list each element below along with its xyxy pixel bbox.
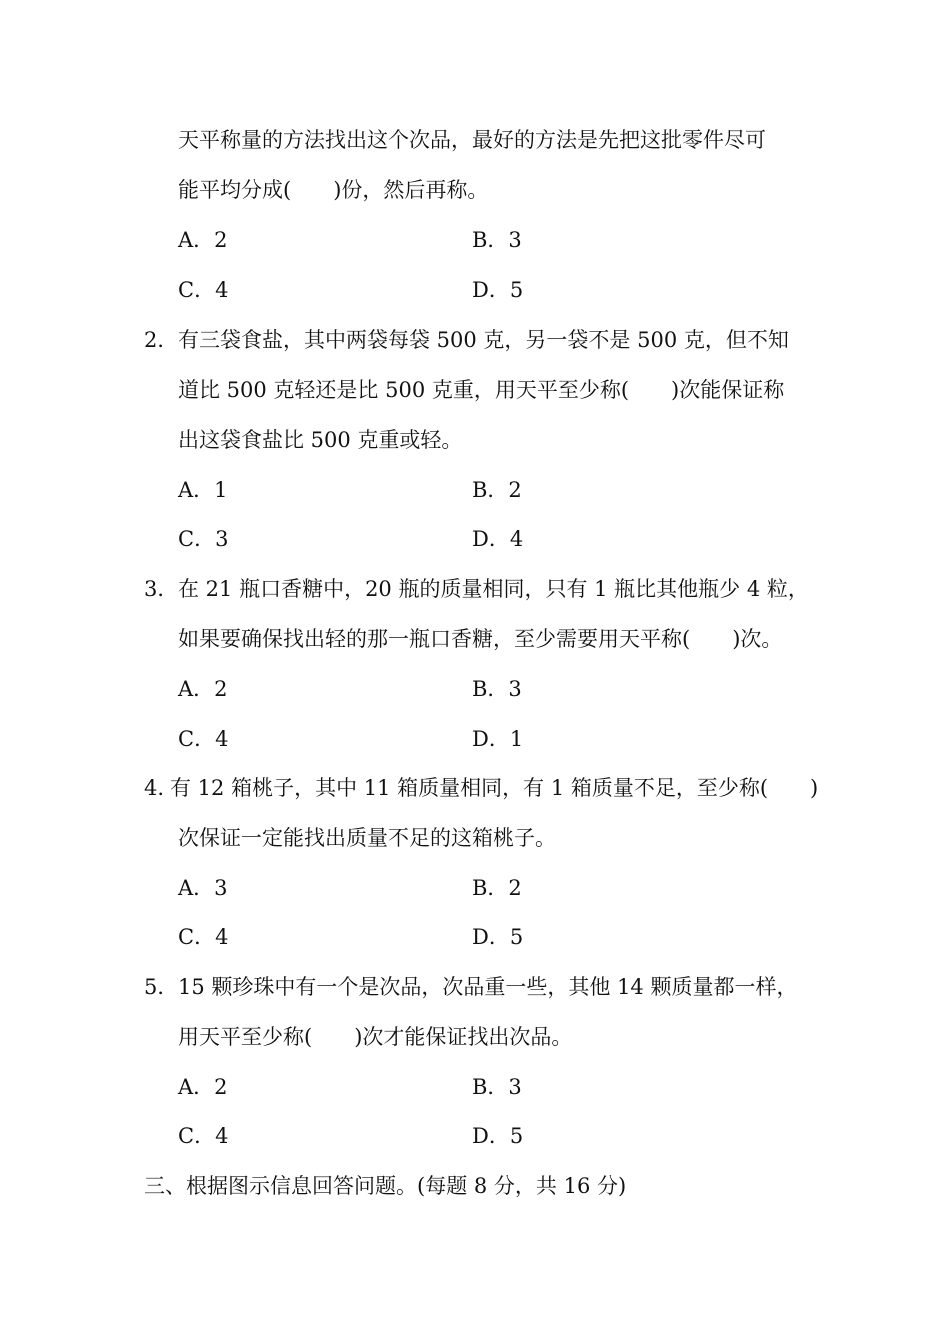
q2-option-b[interactable]: B．2 (472, 478, 522, 502)
q1-option-c[interactable]: C．4 (178, 278, 229, 302)
q1-option-a[interactable]: A．2 (178, 228, 228, 252)
q5-option-b[interactable]: B．3 (472, 1075, 522, 1099)
q3-line-2: 如果要确保找出轻的那一瓶口香糖，至少需要用天平称( )次。 (178, 627, 783, 651)
q3-option-d[interactable]: D．1 (472, 727, 524, 751)
q4-option-b[interactable]: B．2 (472, 876, 522, 900)
q2-line-3: 出这袋食盐比 500 克重或轻。 (178, 428, 463, 452)
q5-number: 5． (144, 975, 179, 999)
q3-option-a[interactable]: A．2 (178, 677, 228, 701)
q4-option-c[interactable]: C．4 (178, 925, 229, 949)
q5-option-a[interactable]: A．2 (178, 1075, 228, 1099)
q3-option-b[interactable]: B．3 (472, 677, 522, 701)
q2-number: 2． (144, 328, 179, 352)
q2-line-2: 道比 500 克轻还是比 500 克重，用天平至少称( )次能保证称 (178, 378, 785, 402)
q4-number: 4. (144, 776, 165, 800)
q2-option-a[interactable]: A．1 (178, 478, 228, 502)
q1-option-d[interactable]: D．5 (472, 278, 524, 302)
q3-number: 3． (144, 577, 179, 601)
q5-line-2: 用天平至少称( )次才能保证找出次品。 (178, 1025, 573, 1049)
q1-line-2: 能平均分成( )份，然后再称。 (178, 178, 489, 202)
q2-line-1: 有三袋食盐，其中两袋每袋 500 克，另一袋不是 500 克，但不知 (178, 328, 789, 352)
q3-line-1: 在 21 瓶口香糖中，20 瓶的质量相同，只有 1 瓶比其他瓶少 4 粒， (178, 577, 809, 601)
q3-option-c[interactable]: C．4 (178, 727, 229, 751)
q2-option-c[interactable]: C．3 (178, 527, 229, 551)
q5-option-c[interactable]: C．4 (178, 1124, 229, 1148)
q4-option-d[interactable]: D．5 (472, 925, 524, 949)
q1-option-b[interactable]: B．3 (472, 228, 522, 252)
q2-option-d[interactable]: D．4 (472, 527, 524, 551)
q5-option-d[interactable]: D．5 (472, 1124, 524, 1148)
section-3-heading: 三、根据图示信息回答问题。(每题 8 分，共 16 分) (144, 1174, 627, 1198)
q4-line-1: 有 12 箱桃子，其中 11 箱质量相同，有 1 箱质量不足，至少称( ) (170, 776, 819, 800)
q1-line-1: 天平称量的方法找出这个次品，最好的方法是先把这批零件尽可 (178, 128, 766, 152)
q4-line-2: 次保证一定能找出质量不足的这箱桃子。 (178, 826, 556, 850)
q5-line-1: 15 颗珍珠中有一个是次品，次品重一些，其他 14 颗质量都一样， (178, 975, 798, 999)
q4-option-a[interactable]: A．3 (178, 876, 228, 900)
